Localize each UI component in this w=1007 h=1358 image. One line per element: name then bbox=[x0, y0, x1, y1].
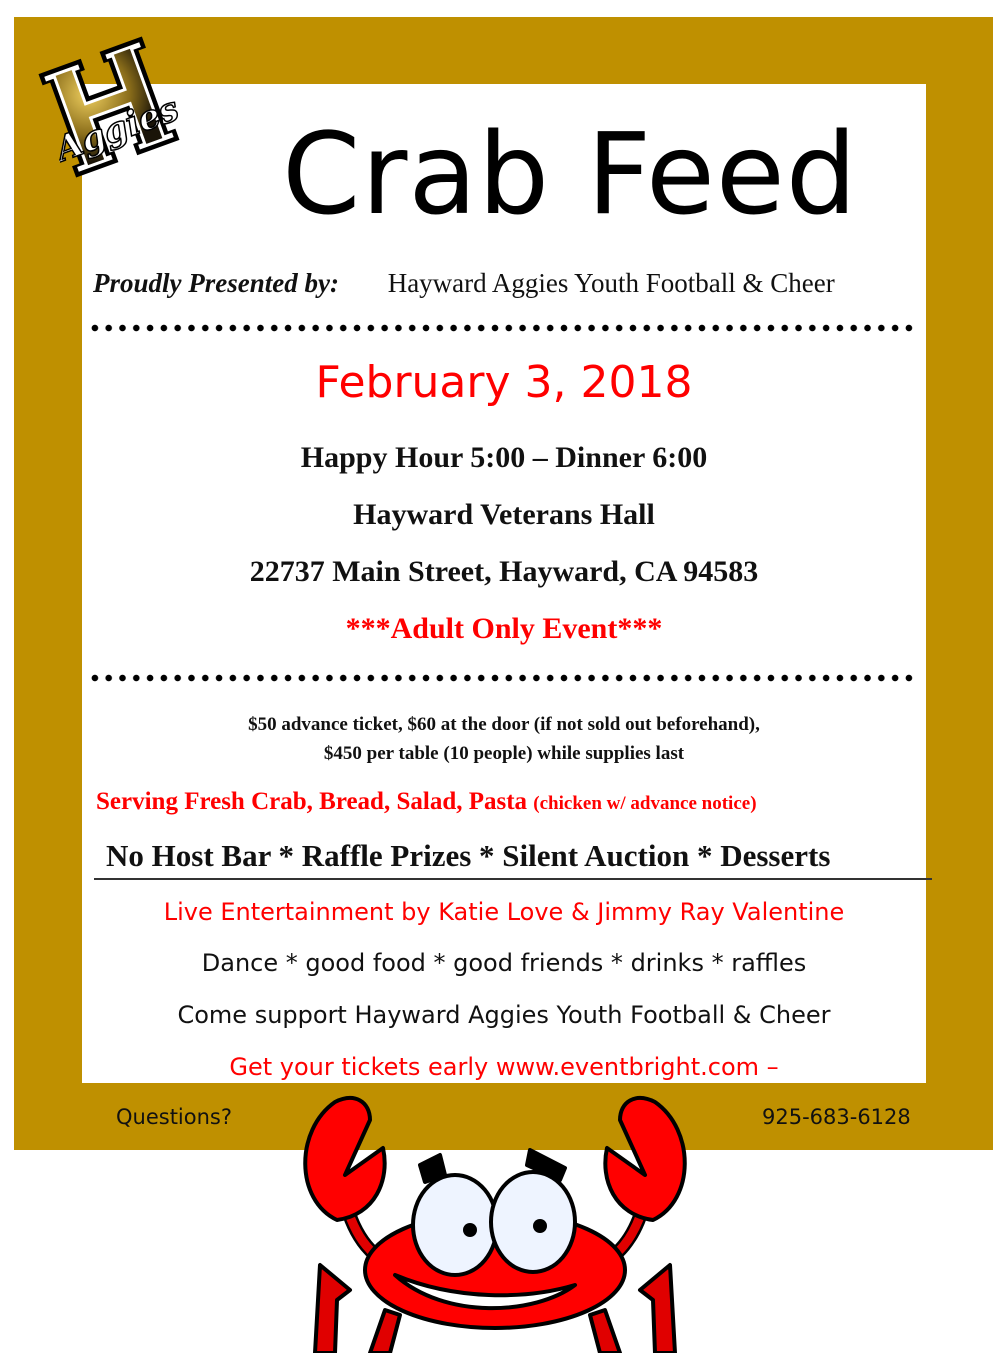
dotted-divider-bottom bbox=[88, 673, 918, 683]
pricing-line-1: $50 advance ticket, $60 at the door (if not sold out beforehand), bbox=[248, 714, 760, 735]
features-line: No Host Bar * Raffle Prizes * Silent Auction * Desserts bbox=[106, 838, 831, 873]
event-times: Happy Hour 5:00 – Dinner 6:00 bbox=[300, 441, 708, 474]
adult-only-notice: ***Adult Only Event*** bbox=[345, 612, 663, 645]
event-address: 22737 Main Street, Hayward, CA 94583 bbox=[249, 555, 759, 588]
tickets-line: Get your tickets early www.eventbright.com – bbox=[229, 1053, 779, 1081]
presenter-name: Hayward Aggies Youth Football & Cheer bbox=[387, 268, 835, 298]
presented-by-line bbox=[93, 265, 835, 301]
entertainment-line: Live Entertainment by Katie Love & Jimmy Ray Valentine bbox=[163, 898, 845, 926]
presented-by-label: Proudly Presented by: bbox=[93, 268, 339, 298]
pricing-line-2: $450 per table (10 people) while supplies last bbox=[323, 743, 685, 764]
event-venue: Hayward Veterans Hall bbox=[353, 498, 655, 531]
contact-phone: 925-683-6128 bbox=[762, 1105, 911, 1129]
crab-icon bbox=[275, 1090, 715, 1353]
support-line: Come support Hayward Aggies Youth Football & Cheer bbox=[177, 1001, 831, 1029]
menu-line bbox=[96, 786, 757, 820]
questions-label: Questions? bbox=[116, 1105, 233, 1129]
event-title: Crab Feed bbox=[282, 110, 858, 240]
horizontal-rule bbox=[94, 878, 932, 880]
menu-items: Serving Fresh Crab, Bread, Salad, Pasta bbox=[96, 788, 528, 815]
event-date: February 3, 2018 bbox=[315, 357, 693, 408]
crab-mascot bbox=[275, 1090, 715, 1353]
menu-note: (chicken w/ advance notice) bbox=[533, 793, 757, 814]
svg-text:Aggies: Aggies bbox=[50, 88, 185, 171]
dotted-divider-top bbox=[88, 323, 918, 333]
activities-line: Dance * good food * good friends * drinks * raffles bbox=[201, 949, 807, 977]
pricing-info bbox=[82, 710, 926, 768]
